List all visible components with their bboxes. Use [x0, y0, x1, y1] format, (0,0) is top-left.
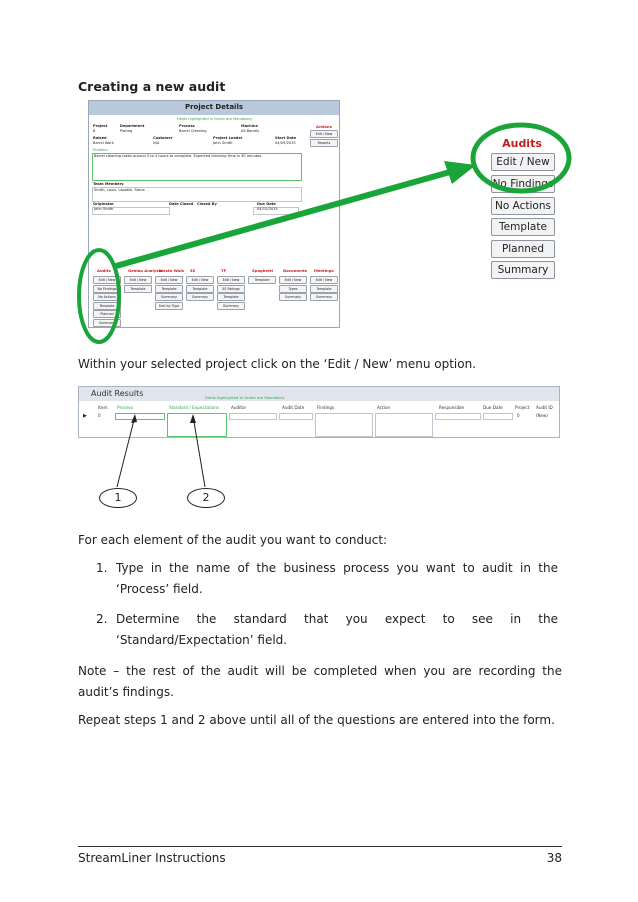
audits-no-actions-button[interactable]: No Actions — [491, 197, 555, 215]
menu-button-6-1[interactable]: Types — [279, 285, 307, 293]
callout-1: 1 — [99, 488, 137, 508]
menu-title-6: Documents — [283, 268, 308, 273]
audits-no-findings-button[interactable]: No Findings — [491, 175, 555, 193]
callout-line-2 — [193, 416, 205, 487]
header-findings: Findings — [317, 405, 335, 410]
menu-button-7-0[interactable]: Edit / New — [310, 276, 338, 284]
value-process: Barrel Cleaning — [179, 129, 207, 133]
label-department: Department — [120, 124, 145, 128]
header-audit-id: Audit ID — [536, 405, 553, 410]
project-details-title: Project Details — [184, 103, 244, 111]
value-raised: Barrel Work — [93, 141, 114, 145]
paragraph-each-element: For each element of the audit you want to conduct: — [78, 533, 388, 547]
value-department: Plating — [120, 129, 133, 133]
menu-button-4-2[interactable]: Template — [217, 293, 245, 301]
value-customer: N/A — [153, 141, 160, 145]
label-start-date: Start Date — [275, 136, 297, 140]
step-2-text: Determine the standard that you expect to see in the ‘Standard/Expectation’ field. — [116, 612, 558, 647]
menu-button-4-0[interactable]: Edit / New — [217, 276, 245, 284]
footer-rule — [78, 846, 562, 847]
value-project-leader: John Smith — [213, 141, 233, 145]
header-standard: Standard / Expectations — [169, 405, 220, 410]
header-action: Action — [377, 405, 391, 410]
label-date-closed: Date Closed — [169, 202, 194, 206]
menu-button-0-3[interactable]: Template — [93, 302, 121, 310]
value-project: 8 — [93, 129, 96, 133]
callout-2: 2 — [187, 488, 225, 508]
value-originator: John Smith — [94, 207, 114, 211]
label-problem: Problem — [93, 148, 108, 152]
menu-button-3-2[interactable]: Summary — [186, 293, 214, 301]
value-team-members: Smith, Louis, Lapotte, Stone — [94, 188, 145, 192]
audit-results-title: Audit Results — [91, 389, 144, 398]
menu-button-0-4[interactable]: Planned — [93, 310, 121, 318]
menu-title-4: TF — [221, 268, 227, 273]
header-project: Project — [515, 405, 530, 410]
menu-title-7: Meetings — [314, 268, 334, 273]
audits-menu-title: Audits — [502, 137, 542, 150]
menu-button-4-1[interactable]: 5S Ratings — [217, 285, 245, 293]
menu-button-2-3[interactable]: Sort by Type — [155, 302, 183, 310]
step-2 — [96, 609, 558, 653]
menu-title-0: Audits — [97, 268, 111, 273]
step-1-number: 1. — [96, 561, 108, 575]
label-project: Project — [93, 124, 108, 128]
audits-summary-button[interactable]: Summary — [491, 261, 555, 279]
menu-button-3-0[interactable]: Edit / New — [186, 276, 214, 284]
menu-button-2-0[interactable]: Edit / New — [155, 276, 183, 284]
menu-button-0-0[interactable]: Edit / New — [93, 276, 121, 284]
row-selector-icon[interactable]: ▶ — [83, 413, 87, 419]
menu-button-7-2[interactable]: Summary — [310, 293, 338, 301]
header-responsible: Responsible — [439, 405, 465, 410]
mandatory-note: Fields highlighted in Green are Mandatory — [177, 117, 253, 121]
paragraph-repeat: Repeat steps 1 and 2 above until all of the questions are entered into the form. — [78, 713, 555, 727]
menu-button-0-1[interactable]: No Findings — [93, 285, 121, 293]
callout-line-1 — [117, 416, 135, 487]
menu-title-1: Gemba Analysis — [128, 268, 163, 273]
page-number: 38 — [546, 851, 562, 865]
menu-title-2: Waste Walk — [159, 268, 185, 273]
label-team-members: Team Members — [93, 182, 124, 186]
menu-button-3-1[interactable]: Template — [186, 285, 214, 293]
label-closed-by: Closed By — [197, 202, 217, 206]
menu-button-1-1[interactable]: Template — [124, 285, 152, 293]
actions-reports-button[interactable]: Reports — [310, 139, 338, 147]
header-item: Item — [98, 405, 108, 410]
actions-title: Actions — [316, 124, 332, 129]
menu-button-2-1[interactable]: Template — [155, 285, 183, 293]
audits-template-button[interactable]: Template — [491, 218, 555, 236]
menu-title-3: 5S — [190, 268, 196, 273]
menu-button-0-2[interactable]: No Actions — [93, 293, 121, 301]
paragraph-note: Note – the rest of the audit will be completed when you are recording the audit’s findings. — [78, 664, 562, 699]
menu-button-4-3[interactable]: Summary — [217, 302, 245, 310]
audit-mandatory-note: Fields highlighted in Green are Mandatory — [205, 395, 285, 400]
actions-edit-new-button[interactable]: Edit / New — [310, 130, 338, 138]
menu-title-5: Spaghetti — [252, 268, 273, 273]
callout-arrowhead-1 — [131, 414, 137, 423]
step-1-text: Type in the name of the business process you want to audit in the ‘Process’ field. — [116, 561, 558, 596]
menu-button-0-5[interactable]: Summary — [93, 319, 121, 327]
row-item-value: 0 — [98, 413, 101, 418]
value-machine: All Barrels — [241, 129, 260, 133]
label-originator: Originator — [93, 202, 114, 206]
menu-button-1-0[interactable]: Edit / New — [124, 276, 152, 284]
audits-edit-new-button[interactable]: Edit / New — [491, 153, 555, 171]
menu-button-5-0[interactable]: Template — [248, 276, 276, 284]
menu-button-6-2[interactable]: Summary — [279, 293, 307, 301]
step-1 — [96, 558, 558, 602]
footer-title: StreamLiner Instructions — [78, 851, 226, 865]
step-2-number: 2. — [96, 612, 108, 626]
header-auditor: Auditor — [231, 405, 247, 410]
menu-button-6-0[interactable]: Edit / New — [279, 276, 307, 284]
menu-button-7-1[interactable]: Template — [310, 285, 338, 293]
section-heading: Creating a new audit — [78, 79, 226, 94]
header-audit-date: Audit Date — [282, 405, 305, 410]
value-problem: Barrel cleaning takes around 3 to 4 hours to complete. Expected cleaning time is 30 minutes. — [94, 154, 263, 158]
paragraph-edit-new: Within your selected project click on the ‘Edit / New’ menu option. — [78, 357, 477, 371]
menu-button-2-2[interactable]: Summary — [155, 293, 183, 301]
label-machine: Machine — [241, 124, 258, 128]
value-due-date: 04/10/2015 — [257, 207, 278, 211]
audits-planned-button[interactable]: Planned — [491, 240, 555, 258]
label-raised: Raised — [93, 136, 107, 140]
callout-arrowhead-2 — [190, 414, 196, 423]
row-audit-id-value: (New) — [536, 413, 548, 418]
row-project-value: 0 — [517, 413, 520, 418]
header-process: Process — [117, 405, 133, 410]
label-process: Process — [179, 124, 195, 128]
label-customer: Customer — [153, 136, 173, 140]
header-due-date: Due Date — [483, 405, 503, 410]
label-due-date: Due Date — [257, 202, 276, 206]
value-start-date: 04/09/2015 — [275, 141, 296, 145]
label-project-leader: Project Leader — [213, 136, 243, 140]
